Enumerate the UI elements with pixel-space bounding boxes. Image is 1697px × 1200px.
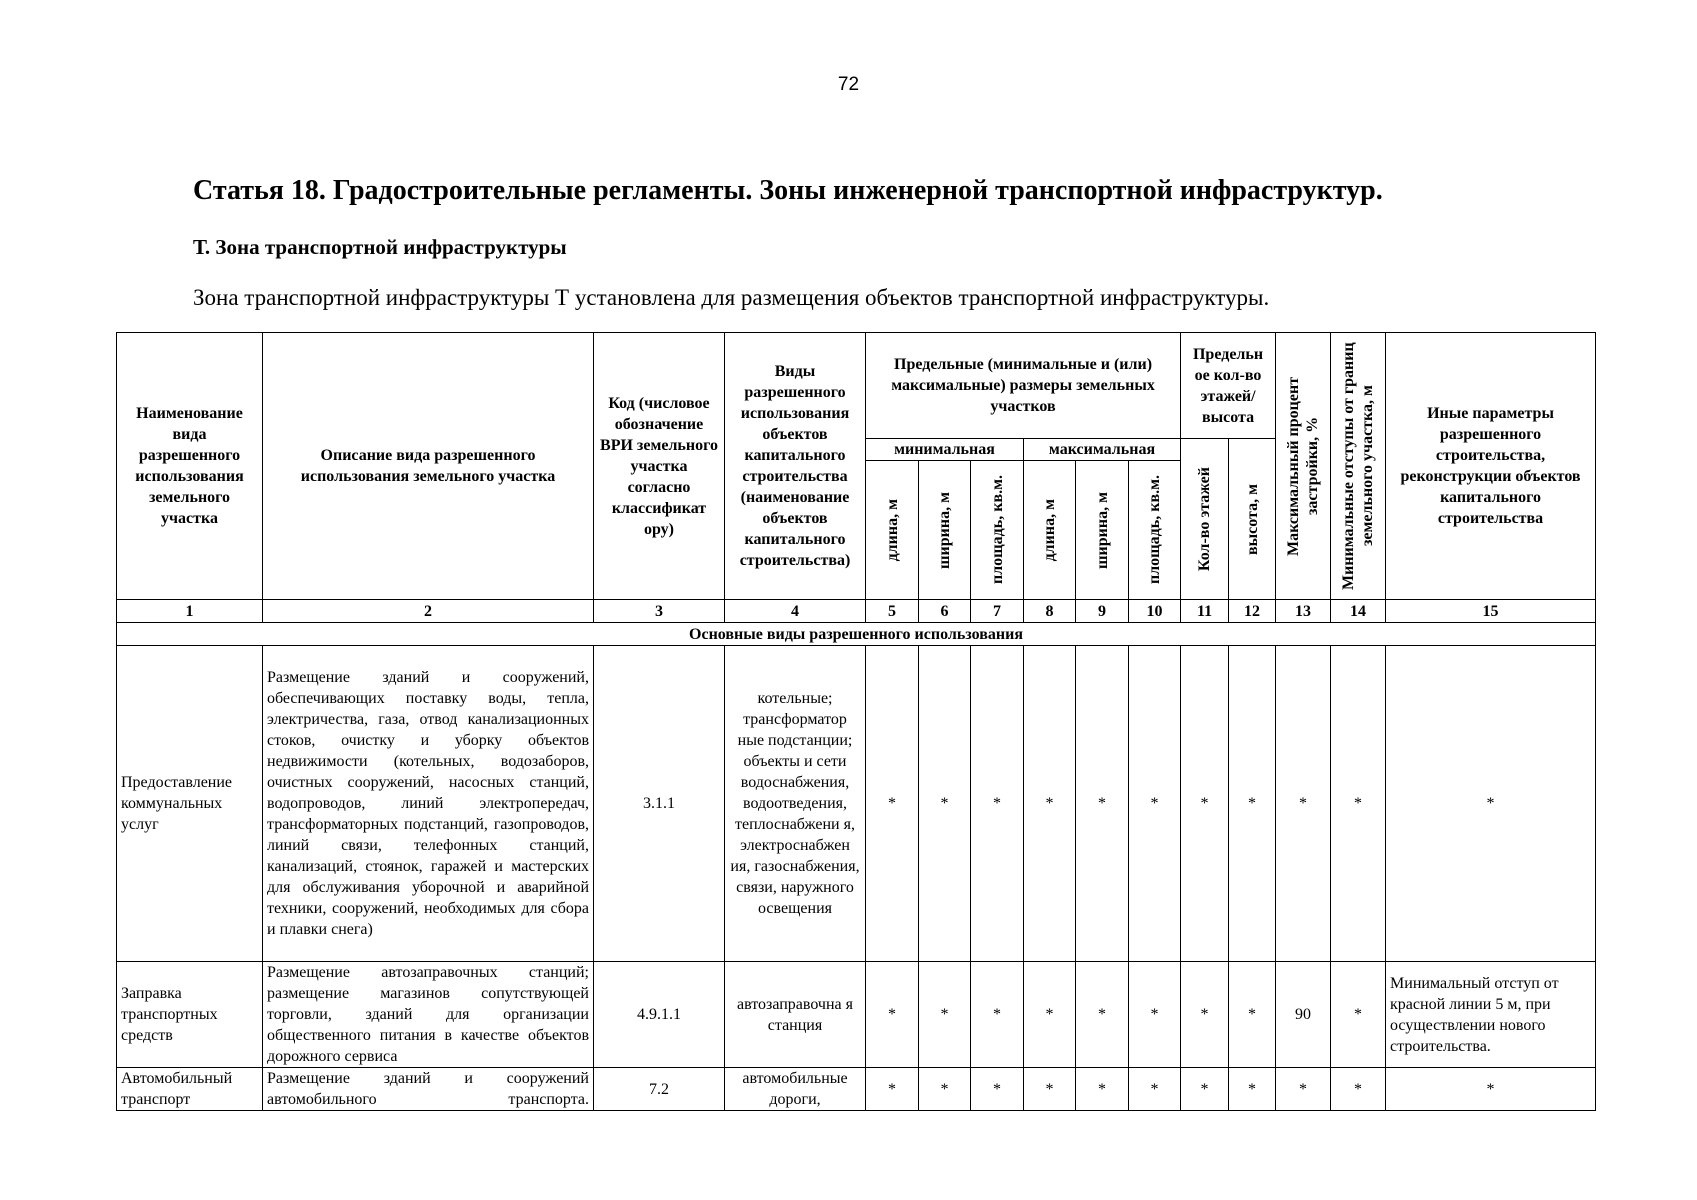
column-number: 13	[1276, 600, 1331, 623]
table-row	[117, 962, 1596, 1068]
column-number: 6	[919, 600, 971, 623]
header-height-cell	[1229, 439, 1276, 600]
header-min-area: площадь, кв.м.	[988, 475, 1006, 585]
row-code: 7.2	[594, 1068, 725, 1111]
row-value: *	[1129, 962, 1181, 1068]
column-number: 2	[263, 600, 594, 623]
column-number: 5	[866, 600, 919, 623]
column-number: 3	[594, 600, 725, 623]
row-value: *	[1331, 1068, 1386, 1111]
header-min-setback-cell	[1331, 333, 1386, 600]
row-value: 90	[1276, 962, 1331, 1068]
row-value: *	[1276, 646, 1331, 962]
header-max-area: площадь, кв.м.	[1146, 475, 1164, 585]
header-code: Код (числовое обозначение ВРИ земельного участка согласно классификат ору)	[594, 333, 725, 600]
article-title: Статья 18. Градостроительные регламенты. Зоны инженерной транспортной инфраструктур.	[193, 175, 1383, 206]
table-row	[117, 646, 1596, 962]
header-plot-sizes: Предельные (минимальные и (или) максимальные) размеры земельных участков	[866, 333, 1181, 439]
section-title: Основные виды разрешенного использования	[117, 623, 1596, 646]
section-row	[117, 623, 1596, 646]
column-number: 8	[1024, 600, 1076, 623]
regulations-table	[116, 332, 1596, 1111]
row-value: *	[1276, 1068, 1331, 1111]
row-value: *	[1076, 962, 1129, 1068]
header-floors-group: Предельн ое кол-во этажей/ высота	[1181, 333, 1276, 439]
row-value: *	[919, 646, 971, 962]
zone-heading: Т. Зона транспортной инфраструктуры	[193, 235, 567, 259]
row-value: *	[971, 646, 1024, 962]
page-number: 72	[837, 74, 860, 95]
row-value: *	[1024, 962, 1076, 1068]
row-other: Минимальный отступ от красной линии 5 м, при осуществлении нового строительства.	[1386, 962, 1596, 1068]
header-types: Виды разрешенного использования объектов капитального строительства (наименование объектов капитального строительства)	[725, 333, 866, 600]
column-number: 15	[1386, 600, 1596, 623]
row-value: *	[1331, 646, 1386, 962]
column-number: 1	[117, 600, 263, 623]
table-row	[117, 1068, 1596, 1111]
row-value: *	[1229, 646, 1276, 962]
row-value: *	[1024, 1068, 1076, 1111]
row-other: *	[1386, 1068, 1596, 1111]
row-value: *	[866, 1068, 919, 1111]
row-description: Размещение зданий и сооружений автомобильного транспорта.	[263, 1068, 594, 1111]
row-value: *	[919, 962, 971, 1068]
header-min-width: ширина, м	[936, 491, 953, 569]
header-other: Иные параметры разрешенного строительства, реконструкции объектов капитального строительства	[1386, 333, 1596, 600]
header-maximal: максимальная	[1024, 439, 1181, 461]
header-max-percent-cell	[1276, 333, 1331, 600]
row-value: *	[866, 962, 919, 1068]
header-max-percent: Максимальный процент застройки, %	[1285, 376, 1322, 556]
row-value: *	[919, 1068, 971, 1111]
column-numbers-row	[117, 600, 1596, 623]
column-number: 12	[1229, 600, 1276, 623]
header-min-length: длина, м	[883, 498, 901, 562]
row-types: котельные; трансформатор ные подстанции; объекты и сети водоснабжения, водоотведения, теплоснабжени я, электроснабжен ия, газоснабжения, связи, наружного освещения	[725, 646, 866, 962]
header-description: Описание вида разрешенного использования земельного участка	[263, 333, 594, 600]
column-number: 14	[1331, 600, 1386, 623]
row-value: *	[1076, 646, 1129, 962]
row-code: 4.9.1.1	[594, 962, 725, 1068]
column-number: 10	[1129, 600, 1181, 623]
header-max-width: ширина, м	[1093, 491, 1111, 569]
header-min-setback: Минимальные отступы от границ земельного участка, м	[1340, 342, 1377, 590]
header-max-length: длина, м	[1041, 498, 1058, 562]
row-description: Размещение зданий и сооружений, обеспечивающих поставку воды, тепла, электричества, газа, отвод канализационных стоков, очистку и уборку объектов недвижимости (котельных, водозаборов, очистных сооружений, насосных станций, водопроводов, линий электропередач, трансформаторных подстанций, газопроводов, линий связи, телефонных станций, канализаций, стоянок, гаражей и мастерских для обслуживания уборочной и аварийной техники, сооружений, необходимых для сбора и плавки снега)	[263, 646, 594, 962]
row-value: *	[1181, 646, 1229, 962]
row-types: автозаправочна я станция	[725, 962, 866, 1068]
row-name: Предоставление коммунальных услуг	[117, 646, 263, 962]
column-number: 9	[1076, 600, 1129, 623]
row-name: Заправка транспортных средств	[117, 962, 263, 1068]
column-number: 11	[1181, 600, 1229, 623]
row-value: *	[1024, 646, 1076, 962]
row-value: *	[1129, 646, 1181, 962]
row-value: *	[866, 646, 919, 962]
column-number: 7	[971, 600, 1024, 623]
header-floors-cell	[1181, 439, 1229, 600]
column-number: 4	[725, 600, 866, 623]
row-description: Размещение автозаправочных станций; размещение магазинов сопутствующей торговли, зданий для организации общественного питания в качестве объектов дорожного сервиса	[263, 962, 594, 1068]
row-value: *	[971, 962, 1024, 1068]
row-code: 3.1.1	[594, 646, 725, 962]
row-value: *	[1076, 1068, 1129, 1111]
intro-text: Зона транспортной инфраструктуры Т установлена для размещения объектов транспортной инфраструктуры.	[193, 285, 1270, 310]
row-value: *	[1229, 962, 1276, 1068]
row-value: *	[1229, 1068, 1276, 1111]
header-height: высота, м	[1243, 483, 1261, 555]
row-value: *	[1181, 962, 1229, 1068]
row-value: *	[971, 1068, 1024, 1111]
header-minimal: минимальная	[866, 439, 1024, 461]
row-value: *	[1331, 962, 1386, 1068]
header-floors: Кол-во этажей	[1196, 466, 1214, 572]
row-other: *	[1386, 646, 1596, 962]
row-value: *	[1181, 1068, 1229, 1111]
row-value: *	[1129, 1068, 1181, 1111]
row-types: автомобильные дороги,	[725, 1068, 866, 1111]
header-name: Наименование вида разрешенного использования земельного участка	[117, 333, 263, 600]
row-name: Автомобильный транспорт	[117, 1068, 263, 1111]
